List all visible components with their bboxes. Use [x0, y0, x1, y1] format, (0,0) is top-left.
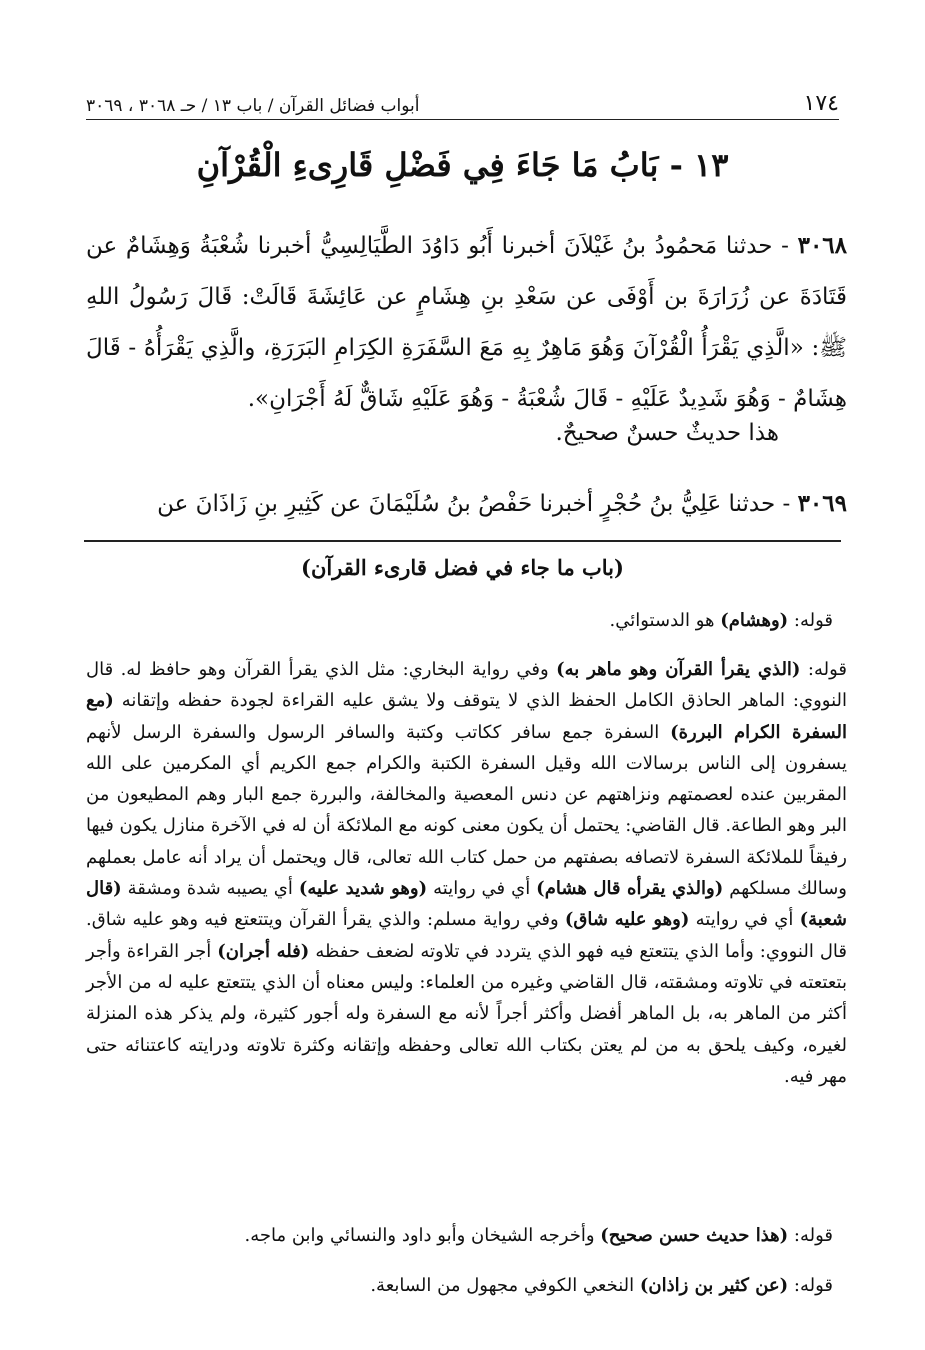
page-number: ١٧٤: [803, 91, 839, 116]
note-text: النخعي الكوفي مجهول من السابعة.: [370, 1275, 635, 1296]
note-quote: (هذا حديث حسن صحيح): [600, 1225, 789, 1246]
hadith-verdict: هذا حديثٌ حسنٌ صحيحٌ.: [555, 420, 779, 446]
running-header: [86, 86, 839, 120]
note-text: أجر القراءة وأجر بتعتعته في تلاوته ومشقته، قال القاضي وغيره من العلماء: وليس معناه أن الذي يتتعتع عليه له من الأجر أكثر من الماهر به، بل الماهر أفضل وأكثر أجراً لأنه مع السفرة وله أجور كثيرة، ولم يذكر هذه المنزلة لغيره، وكيف يلحق به من لم يعتن بكتاب الله تعالى وحفظه وإتقانه وكثرة تلاوته ودرايته كاعتنائه حتى مهر فيه.: [86, 940, 847, 1087]
note-text: وفي رواية مسلم: والذي يقرأ القرآن ويتتعتع فيه وهو عليه شاق. قال النووي: وأما الذي يتتعتع فيه فهو الذي يتردد في تلاوته لضعف حفظه: [86, 909, 847, 962]
note-quote: (عن كثير بن زاذان): [639, 1275, 789, 1296]
commentary-note: [86, 1220, 833, 1251]
note-text: أي في روايته: [433, 878, 531, 900]
note-prefix: قوله:: [807, 659, 847, 680]
hadith-3069: [86, 478, 847, 530]
note-quote: (وهو عليه شاق): [564, 909, 690, 931]
commentary-note: [86, 1270, 833, 1301]
hadith-number: ٣٠٦٩: [797, 490, 847, 517]
note-prefix: قوله:: [793, 1225, 833, 1246]
note-quote: (مع السفرة الكرام البررة): [86, 690, 847, 743]
note-quote: (وهشام): [720, 610, 789, 631]
note-prefix: قوله:: [793, 610, 833, 631]
hadith-number: ٣٠٦٨: [797, 232, 848, 259]
note-quote: (قال شعبة): [86, 878, 847, 931]
note-text: وفي رواية البخاري: مثل الذي يقرأ القرآن وهو حافظ له. قال النووي: الماهر الحاذق الكامل الحفظ الذي لا يتوقف ولا يشق عليه القراءة لجودة حفظه وإتقانه: [86, 659, 847, 712]
note-quote: (الذي يقرأ القرآن وهو ماهر به): [556, 659, 801, 680]
note-text: السفرة جمع سافر ككاتب وكتبة والسافر الرسول والسفرة الرسل لأنهم يسفرون إلى الناس برسالات الله وقيل السفرة الكتبة والكرام جمع الكريم أي المكرمين على الله المقربين عنده لعصمتهم ونزاهتهم عن دنس المعصية والمخالفة، والبررة جمع البار وهم المطيعون من البر وهو الطاعة. قال القاضي: يحتمل أن يكون معنى كونه مع الملائكة أن له في الآخرة منازل يكون فيها رفيقاً للملائكة السفرة لاتصافه بصفتهم من حمل كتاب الله تعالى، قال ويحتمل أن يراد أنه عامل بعملهم وسالك مسلكهم: [86, 721, 847, 900]
note-quote: (وهو شديد عليه): [298, 878, 428, 900]
note-text: هو الدستوائي.: [609, 610, 715, 631]
footnote-divider: [84, 540, 841, 542]
note-quote: (فله أجران): [217, 940, 310, 962]
note-quote: (والذي يقرأه قال هشام): [536, 878, 724, 900]
hadith-text: - حدثنا مَحمُودُ بنُ غَيْلاَنَ أخبرنا أَبُو دَاوُدَ الطَّيَالِسِيُّ أخبرنا شُعْبَةُ وَهِشَامٌ عن قَتَادَةَ عن زُرَارَةَ بن أَوْفَى عن سَعْدِ بنِ هِشَامٍ عن عَائِشَةَ قَالَتْ: قَالَ رَسُولُ اللهِ ﷺ: «الَّذِي يَقْرَأُ الْقُرْآنَ وَهُوَ مَاهِرٌ بِهِ مَعَ السَّفَرَةِ الكِرَامِ البَرَرَةِ، والَّذِي يَقْرَأُهُ - قَالَ هِشَامٌ - وَهُوَ شَدِيدٌ عَلَيْهِ - قَالَ شُعْبَةُ - وَهُوَ عَلَيْهِ شَاقٌّ لَهُ أَجْرَانِ».: [86, 233, 847, 412]
note-text: أي يصيبه شدة ومشقة: [127, 878, 293, 900]
hadith-text: - حدثنا عَلِيُّ بنُ حُجْرٍ أخبرنا حَفْصُ بنُ سُلَيْمَانَ عن كَثِيرِ بنِ زَاذَانَ عن: [157, 491, 791, 517]
commentary-title: (باب ما جاء في فضل قارىء القرآن): [301, 555, 624, 580]
commentary-note: [86, 605, 833, 636]
note-prefix: قوله:: [793, 1275, 833, 1296]
hadith-3068: [86, 220, 847, 425]
commentary-note-main: [86, 654, 847, 1092]
running-title: أبواب فضائل القرآن / باب ١٣ / حـ ٣٠٦٨ ، ٣٠٦٩: [86, 96, 420, 116]
note-text: وأخرجه الشيخان وأبو داود والنسائي وابن ماجه.: [244, 1225, 595, 1246]
chapter-title: ١٣ - بَابُ مَا جَاءَ فِي فَضْلِ قَارِىءِ الْقُرْآنِ: [196, 146, 729, 184]
note-text: أي في روايته: [695, 909, 794, 931]
